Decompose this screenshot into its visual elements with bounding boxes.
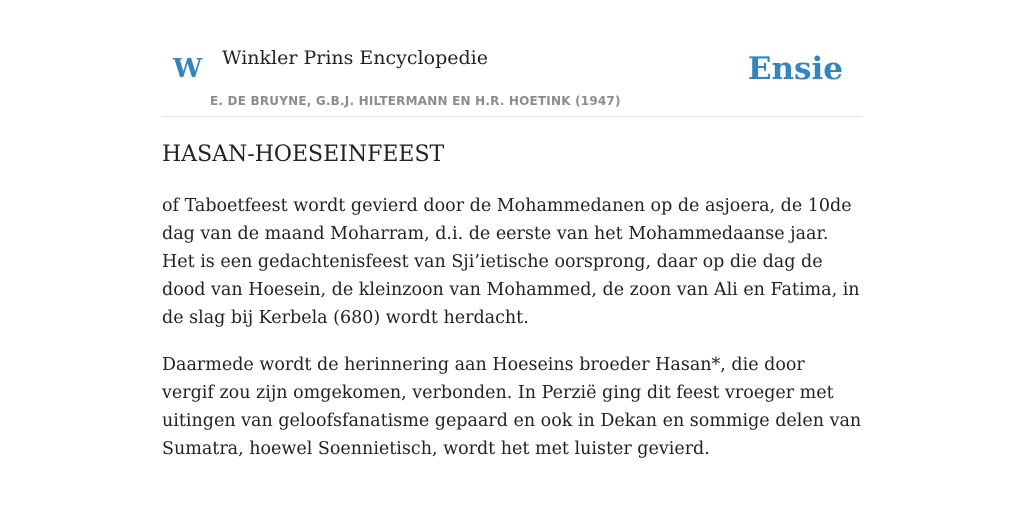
article-paragraph-1: of Taboetfeest wordt gevierd door de Mohammedanen op de asjoera, de 10de dag van de maand Moharram, d.i. de eerste van het Mohammedaanse jaar. Het is een gedachtenisfeest van Sji’ietische oorsprong, daar op die dag de dood van Hoesein, de kleinzoon van Mohammed, de zoon van Ali en Fatima, in de slag bij Kerbela (680) wordt herdacht. xyxy=(162,196,860,328)
article-paragraph-2: Daarmede wordt de herinnering aan Hoeseins broeder Hasan*, die door vergif zou zijn omgekomen, verbonden. In Perzië ging dit feest vroeger met uitingen van geloofsfanatisme gepaard en ook in Dekan en sommige delen van Sumatra, hoewel Soennietisch, wordt het met luister gevierd. xyxy=(162,355,862,459)
article-body xyxy=(162,192,862,482)
source-header xyxy=(162,38,862,117)
encyclopedia-logo[interactable]: W xyxy=(173,54,203,84)
ensie-brand-link[interactable]: Ensie xyxy=(747,51,843,87)
book-title-link[interactable]: Winkler Prins Encyclopedie xyxy=(222,47,488,69)
book-authors: E. DE BRUYNE, G.B.J. HILTERMANN EN H.R. HOETINK (1947) xyxy=(210,94,621,108)
article-title: HASAN-HOESEINFEEST xyxy=(162,142,445,167)
